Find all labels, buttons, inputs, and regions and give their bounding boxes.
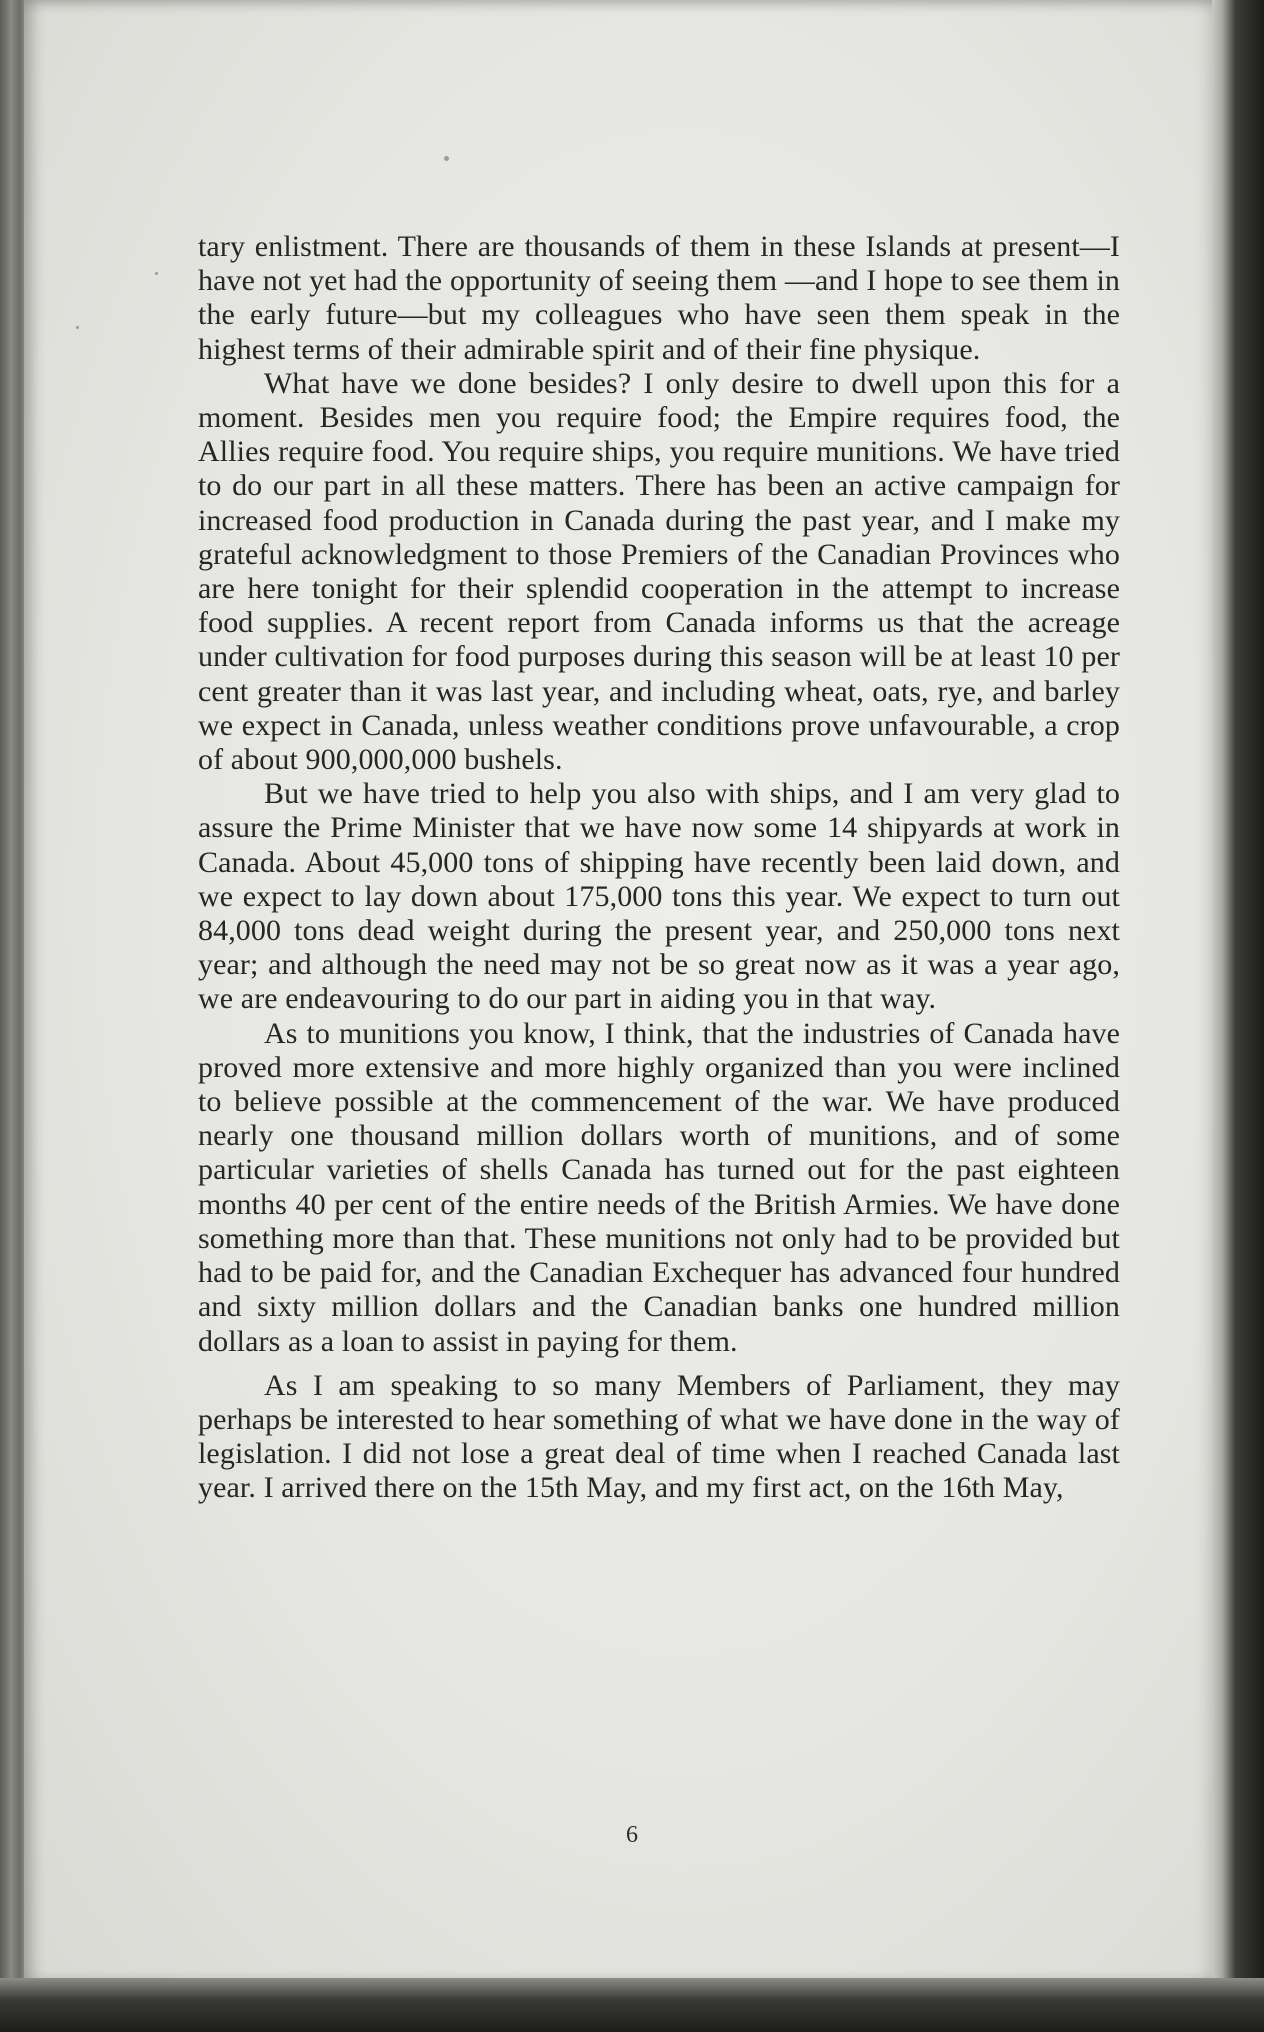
paragraph: As to munitions you know, I think, that the industries of Canada have proved more extensive and more highly organized than you were inclined to believe possible at the commencement of the war. We have produced nearly one thousand million dollars worth of munitions, and of some particular varieties of shells Canada has turned out for the past eighteen months 40 per cent of the entire needs of the British Armies. We have done something more than that. These munitions not only had to be provided but had to be paid for, and the Canadian Exchequer has advanced four hundred and sixty million dollars and the Canadian banks one hundred million dollars as a loan to assist in paying for them. [198, 1016, 1120, 1358]
paragraph: As I am speaking to so many Members of Parliament, they may perhaps be interested to hear something of what we have done in the way of legislation. I did not lose a great deal of time when I reached Canada last year. I arrived there on the 15th May, and my first act, on the 16th May, [198, 1368, 1120, 1505]
paragraph: tary enlistment. There are thousands of them in these Islands at present—I have not yet had the opportunity of seeing them —and I hope to see them in the early future—but my colleagues who have seen them speak in the highest terms of their admirable spirit and of their fine physique. [198, 230, 1120, 366]
body-text [198, 230, 1120, 1506]
paper-speck [155, 272, 158, 275]
page-number: 6 [626, 1822, 638, 1848]
paragraph: But we have tried to help you also with ships, and I am very glad to assure the Prime Minister that we have now some 14 shipyards at work in Canada. About 45,000 tons of shipping have recently been laid down, and we expect to lay down about 175,000 tons this year. We expect to turn out 84,000 tons dead weight during the present year, and 250,000 tons next year; and although the need may not be so great now as it was a year ago, we are endeavouring to do our part in aiding you in that way. [198, 777, 1120, 1016]
paragraph: What have we done besides? I only desire to dwell upon this for a moment. Besides men you require food; the Empire requires food, the Allies require food. You require ships, you require munitions. We have tried to do our part in all these matters. There has been an active campaign for increased food production in Canada during the past year, and I make my grateful acknowledgment to those Premiers of the Canadian Provinces who are here tonight for their splendid cooperation in the attempt to increase food supplies. A recent report from Canada informs us that the acreage under cultivation for food purposes during this season will be at least 10 per cent greater than it was last year, and including wheat, oats, rye, and barley we expect in Canada, unless weather conditions prove unfavourable, a crop of about 900,000,000 bushels. [198, 366, 1120, 777]
paper-speck [76, 326, 79, 329]
paper-speck [444, 156, 449, 161]
page-fore-edge [1212, 0, 1264, 2032]
page-bottom-shadow [0, 1978, 1264, 2032]
